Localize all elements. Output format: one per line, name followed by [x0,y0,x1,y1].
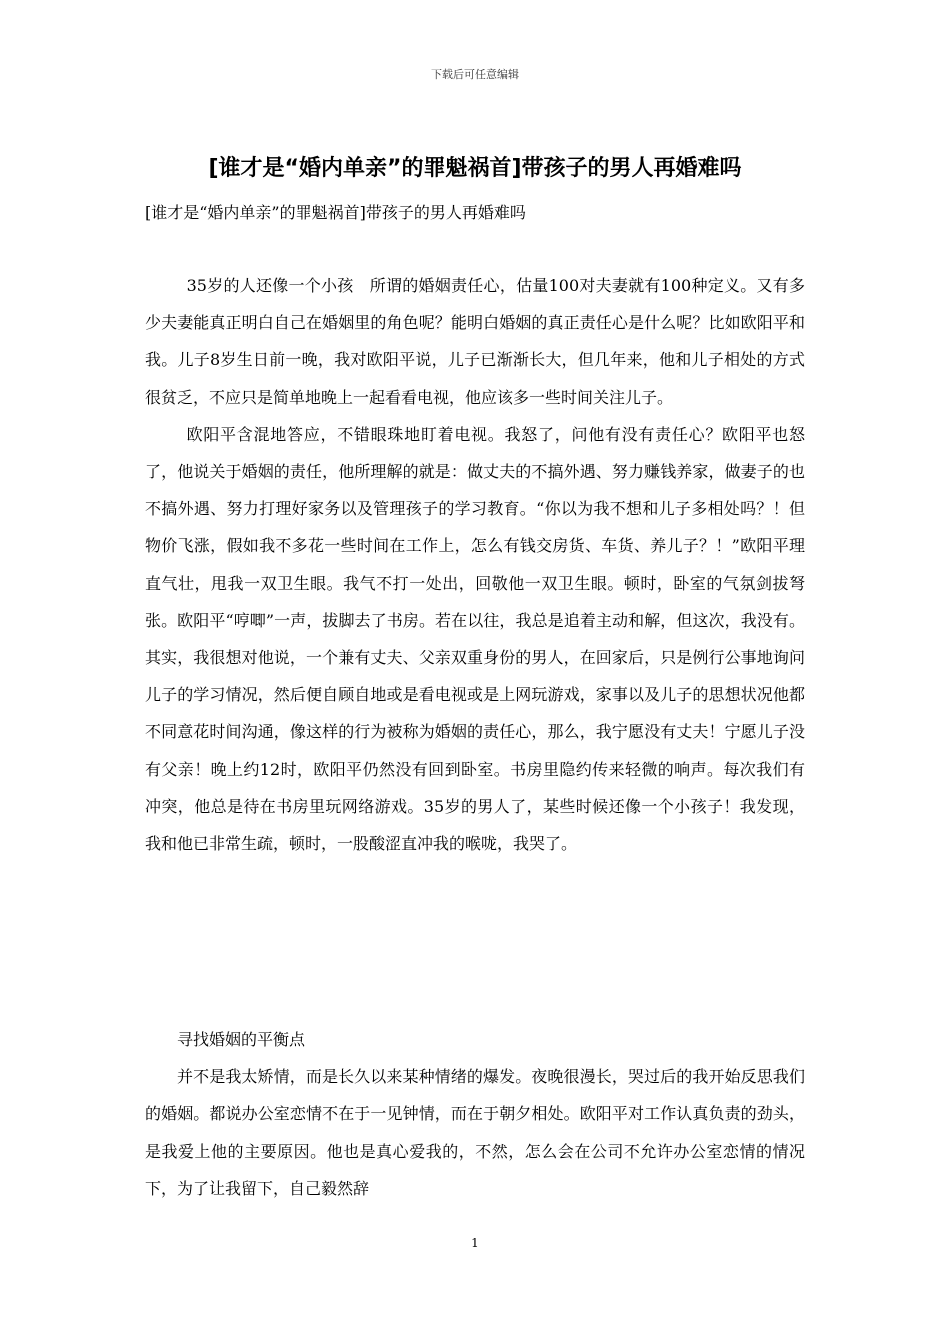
document-subtitle: [谁才是“婚内单亲”的罪魁祸首]带孩子的男人再婚难吗 [145,203,526,222]
paragraph-3: 并不是我太矫情，而是长久以来某种情绪的爆发。夜晚很漫长，哭过后的我开始反思我们的婚姻。都说办公室恋情不在于一见钟情，而在于朝夕相处。欧阳平对工作认真负责的劲头，是我爱上他的主要原因。他也是真心爱我的，不然，怎么会在公司不允许办公室恋情的情况下，为了让我留下，自己毅然辞 [145,1067,805,1198]
page-number: 1 [471,1236,479,1250]
body-block-2 [145,1021,805,1207]
page-header: 下载后可任意编辑 [431,68,519,81]
paragraph-2: 欧阳平含混地答应，不错眼珠地盯着电视。我怒了，问他有没有责任心？欧阳平也怒了，他说关于婚姻的责任，他所理解的就是：做丈夫的不搞外遇、努力赚钱养家，做妻子的也不搞外遇、努力打理好家务以及管理孩子的学习教育。“你以为我不想和儿子多相处吗？！但物价飞涨，假如我不多花一些时间在工作上，怎么有钱交房货、车货、养儿子？！”欧阳平理直气壮，甩我一双卫生眼。我气不打一处出，回敬他一双卫生眼。顿时，卧室的气氛剑拔弩张。欧阳平“哼唧”一声，拔脚去了书房。若在以往，我总是追着主动和解，但这次，我没有。其实，我很想对他说，一个兼有丈夫、父亲双重身份的男人，在回家后，只是例行公事地询问儿子的学习情况，然后便自顾自地或是看电视或是上网玩游戏，家事以及儿子的思想状况他都不同意花时间沟通，像这样的行为被称为婚姻的责任心，那么，我宁愿没有丈夫！宁愿儿子没有父亲！晚上约12时，欧阳平仍然没有回到卧室。书房里隐约传来轻微的响声。每次我们有冲突，他总是待在书房里玩网络游戏。35岁的男人了，某些时候还像一个小孩子！我发现，我和他已非常生疏，顿时，一股酸涩直冲我的喉咙，我哭了。 [145,424,805,854]
body-block-1 [145,267,805,862]
paragraph-1: 35岁的人还像一个小孩 所谓的婚姻责任心，估量100对夫妻就有100种定义。又有多少夫妻能真正明白自己在婚姻里的角色呢？能明白婚姻的真正责任心是什么呢？比如欧阳平和我。儿子8岁生日前一晚，我对欧阳平说，儿子已渐渐长大，但几年来，他和儿子相处的方式很贫乏，不应只是简单地晚上一起看看电视，他应该多一些时间关注儿子。 [145,276,805,407]
document-title: [谁才是“婚内单亲”的罪魁祸首]带孩子的男人再婚难吗 [208,156,742,181]
section-heading: 寻找婚姻的平衡点 [177,1030,306,1049]
